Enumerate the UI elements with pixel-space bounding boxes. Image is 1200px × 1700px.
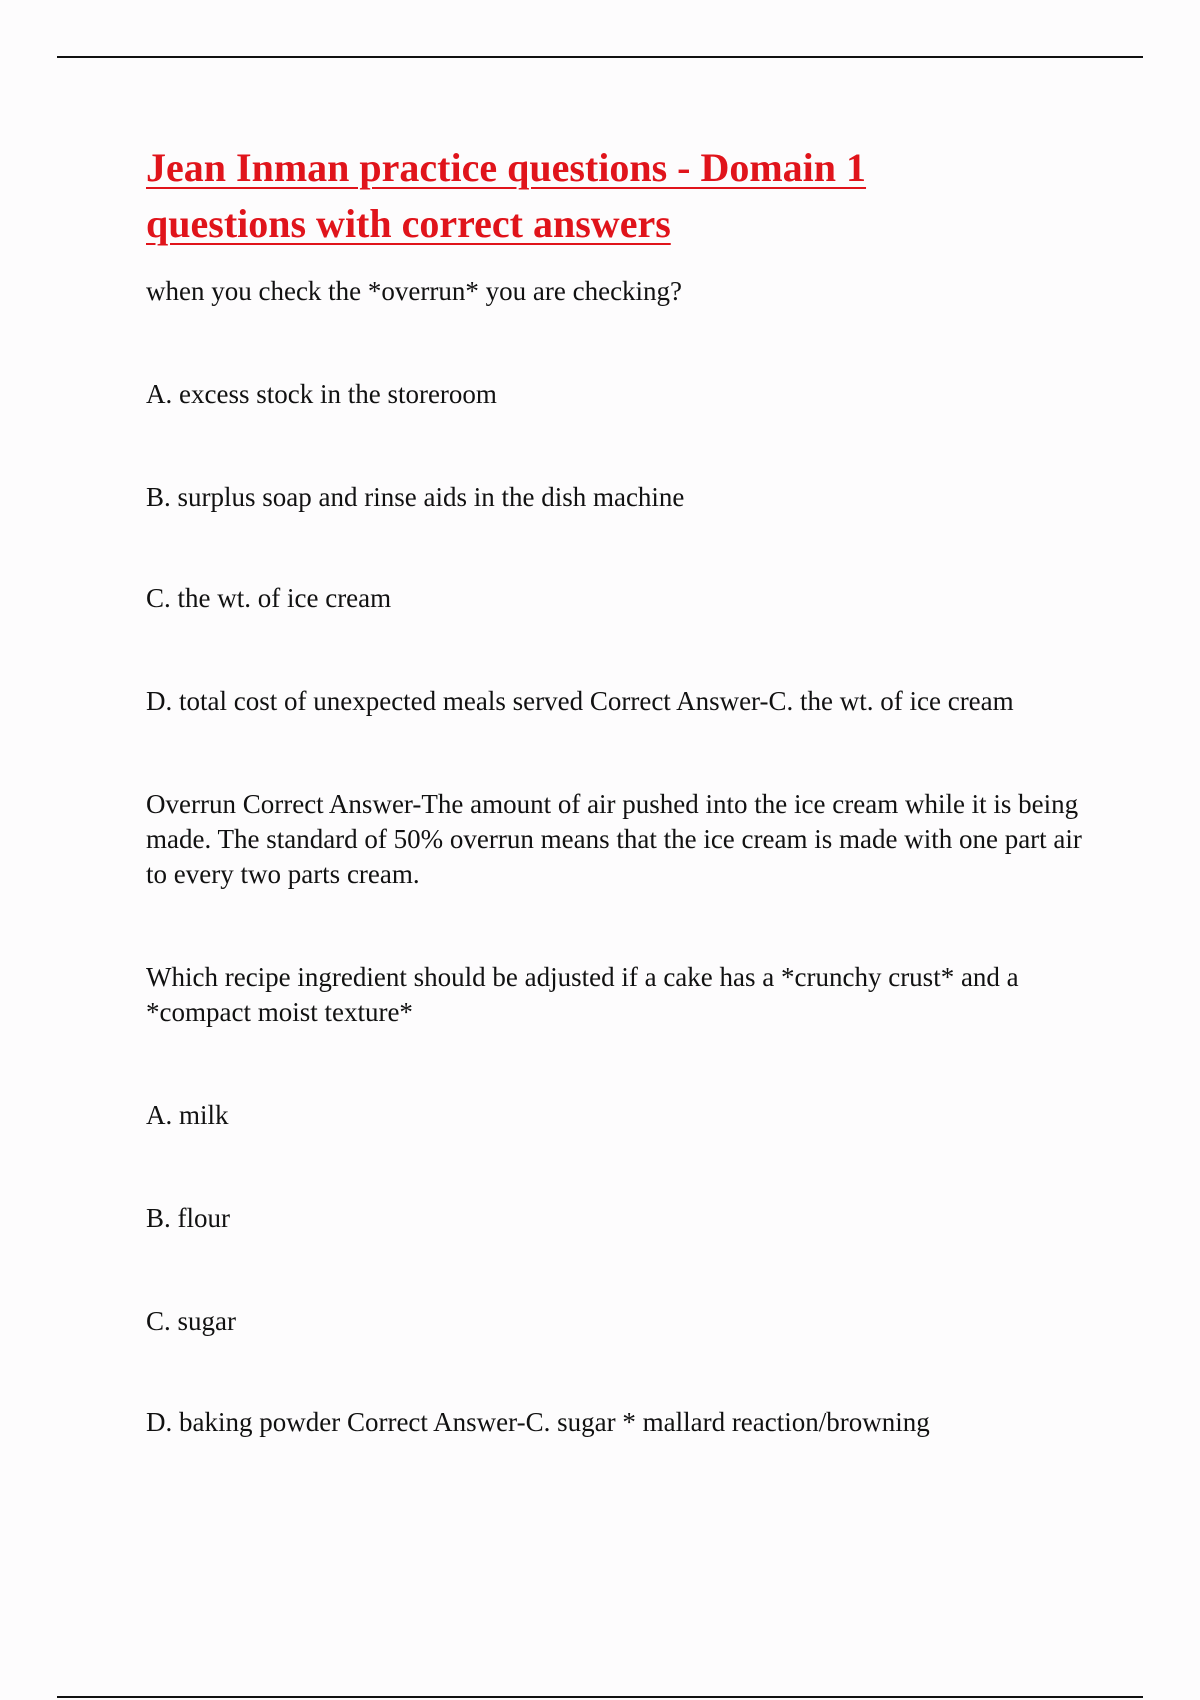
footer-rule [57,1696,1143,1698]
question-3-option-a: A. milk [146,1100,229,1130]
question-3-option-d-answer: D. baking powder Correct Answer-C. sugar * mallard reaction/browning [146,1407,930,1437]
header-rule [57,56,1143,58]
title-line-2: questions with correct answers [146,201,671,246]
question-1-option-d-answer: D. total cost of unexpected meals served Correct Answer-C. the wt. of ice cream [146,686,1014,716]
question-1-option-b: B. surplus soap and rinse aids in the dish machine [146,482,685,512]
question-1-text: when you check the *overrun* you are checking? [146,276,683,306]
question-3-option-b: B. flour [146,1203,230,1233]
question-3-text: Which recipe ingredient should be adjusted if a cake has a *crunchy crust* and a *compact moist texture* [146,962,1026,1027]
document-title [146,140,1086,252]
title-line-1: Jean Inman practice questions - Domain 1 [146,145,867,190]
overrun-definition: Overrun Correct Answer-The amount of air pushed into the ice cream while it is being made. The standard of 50% overrun means that the ice cream is made with one part air to every two parts cream. [146,789,1089,889]
question-1-option-c: C. the wt. of ice cream [146,583,392,613]
question-3-option-c: C. sugar [146,1306,236,1336]
question-1-option-a: A. excess stock in the storeroom [146,379,497,409]
document-body [146,140,1089,1440]
